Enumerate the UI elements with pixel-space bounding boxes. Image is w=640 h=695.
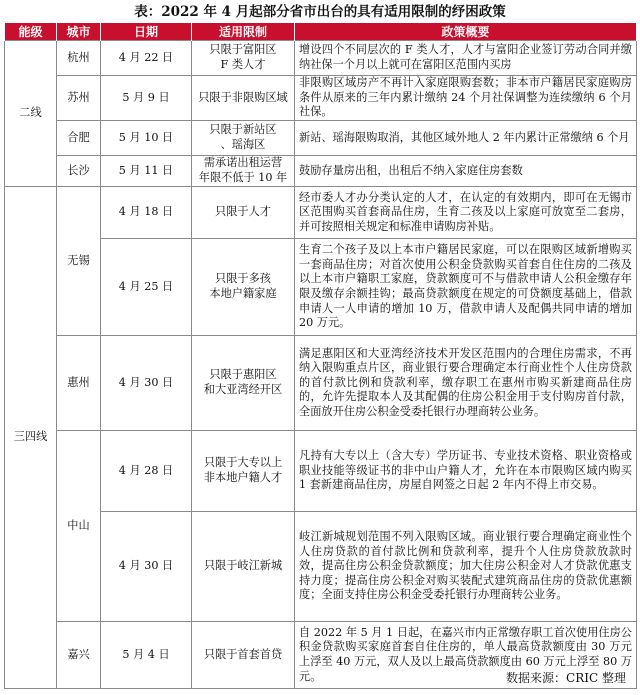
table-row (5, 156, 637, 187)
city-cell: 杭州 (57, 41, 101, 76)
summary-cell: 增设四个不同层次的 F 类人才，人才与富阳企业签订劳动合同并缴纳社保一个月以上就可在富阳区范围内买房 (295, 41, 637, 76)
table-row (5, 187, 637, 239)
date-cell: 4 月 25 日 (101, 239, 192, 336)
data-source-note: 数据来源：CRIC 整理 (506, 671, 626, 685)
limit-cell: 只限于岐江新城 (192, 512, 295, 622)
city-cell: 嘉兴 (57, 622, 101, 689)
city-cell: 苏州 (57, 76, 101, 121)
city-cell: 无锡 (57, 187, 101, 336)
policy-table (4, 23, 637, 689)
summary-cell: 凡持有大专以上（含大专）学历证书、专业技术资格、职业资格或职业技能等级证书的非中山户籍人才，允许在本市限购区域内购买 1 套新建商品住房，房屋自网签之日起 2 年内不得上市交易。 (295, 431, 637, 512)
limit-cell: 只限于首套首贷 (192, 622, 295, 689)
city-cell: 合肥 (57, 121, 101, 156)
limit-cell: 只限于多孩 本地户籍家庭 (192, 239, 295, 336)
date-cell: 5 月 9 日 (101, 76, 192, 121)
limit-cell: 只限于新站区 、瑶海区 (192, 121, 295, 156)
date-cell: 5 月 11 日 (101, 156, 192, 187)
table-row (5, 41, 637, 76)
header-tier: 能级 (5, 23, 57, 41)
summary-cell: 满足惠阳区和大亚湾经济技术开发区范围内的合理住房需求，不再纳入限购重点片区，商业银行要合理确定本行商业性个人住房贷款的首付款比例和贷款利率，缴存职工在惠州市购买新建商品住房的，允许先提取本人及其配偶的住房公积金用于支付购房首付款，全面放开住房公积金受委托银行办理商转公业务。 (295, 336, 637, 431)
tier-cell: 二线 (5, 41, 57, 187)
header-limit: 适用限制 (192, 23, 295, 41)
date-cell: 4 月 28 日 (101, 431, 192, 512)
limit-cell: 只限于大专以上 非本地户籍人才 (192, 431, 295, 512)
tier-cell: 三四线 (5, 187, 57, 689)
limit-cell: 只限于惠阳区 和大亚湾经开区 (192, 336, 295, 431)
city-cell: 惠州 (57, 336, 101, 431)
limit-cell: 需承诺出租运营 年限不低于 10 年 (192, 156, 295, 187)
limit-cell: 只限于富阳区 F 类人才 (192, 41, 295, 76)
summary-cell: 非限购区域房产不再计入家庭限购套数；非本市户籍居民家庭购房条件从原来的三年内累计缴纳 24 个月社保调整为连续缴纳 6 个月社保。 (295, 76, 637, 121)
table-title: 表：2022 年 4 月起部分省市出台的具有适用限制的纾困政策 (134, 4, 506, 20)
table-row (5, 431, 637, 512)
header-date: 日期 (101, 23, 192, 41)
limit-cell: 只限于非限购区域 (192, 76, 295, 121)
header-city: 城市 (57, 23, 101, 41)
table-row (5, 121, 637, 156)
summary-cell: 自 2022 年 5 月 1 日起，在嘉兴市内正常缴存职工首次使用住房公积金贷款购买家庭首套自住住房的，单人最高贷款额度由 30 万元上浮至 40 万元，双人及以上最高贷款额度由 60 万元上浮至 80 万元。 (295, 622, 637, 689)
date-cell: 4 月 30 日 (101, 512, 192, 622)
table-row (5, 76, 637, 121)
summary-cell: 生育二个孩子及以上本市户籍居民家庭，可以在限购区域新增购买一套商品住房；对首次使用公积金贷款购买首套自住住房的二孩及以上本市户籍职工家庭，贷款额度可不与借款申请人公积金缴存年限及缴存余额挂钩；最高贷款额度在规定的可贷额度基础上，借款申请人一人申请的增加 10 万，借款申请人及配偶共同申请的增加 20 万元。 (295, 239, 637, 336)
date-cell: 4 月 18 日 (101, 187, 192, 239)
summary-cell: 岐江新城规划范围不列入限购区域。商业银行要合理确定商业性个人住房贷款的首付款比例和贷款利率，提升个人住房贷款放款时效，提高住房公积金贷款额度；加大住房公积金对人才贷款优惠支持力度；提高住房公积金对购买装配式建筑商品住房的贷款优惠额度；全面支持住房公积金受委托银行办理商转公业务。 (295, 512, 637, 622)
table-row (5, 336, 637, 431)
date-cell: 5 月 4 日 (101, 622, 192, 689)
city-cell: 中山 (57, 431, 101, 622)
date-cell: 5 月 10 日 (101, 121, 192, 156)
date-cell: 4 月 22 日 (101, 41, 192, 76)
date-cell: 4 月 30 日 (101, 336, 192, 431)
header-summary: 政策概要 (295, 23, 637, 41)
city-cell: 长沙 (57, 156, 101, 187)
limit-cell: 只限于人才 (192, 187, 295, 239)
summary-cell: 鼓励存量房出租，出租后不纳入家庭住房套数 (295, 156, 637, 187)
summary-cell: 经市委人才办分类认定的人才，在认定的有效期内，即可在无锡市区范围购买首套商品住房，生育二孩及以上家庭可放宽至二套房，并可按照相关规定和标准申请购房补贴。 (295, 187, 637, 239)
summary-cell: 新站、瑶海限购取消，其他区域外地人 2 年内累计正常缴纳 6 个月 (295, 121, 637, 156)
header-row (5, 23, 637, 41)
